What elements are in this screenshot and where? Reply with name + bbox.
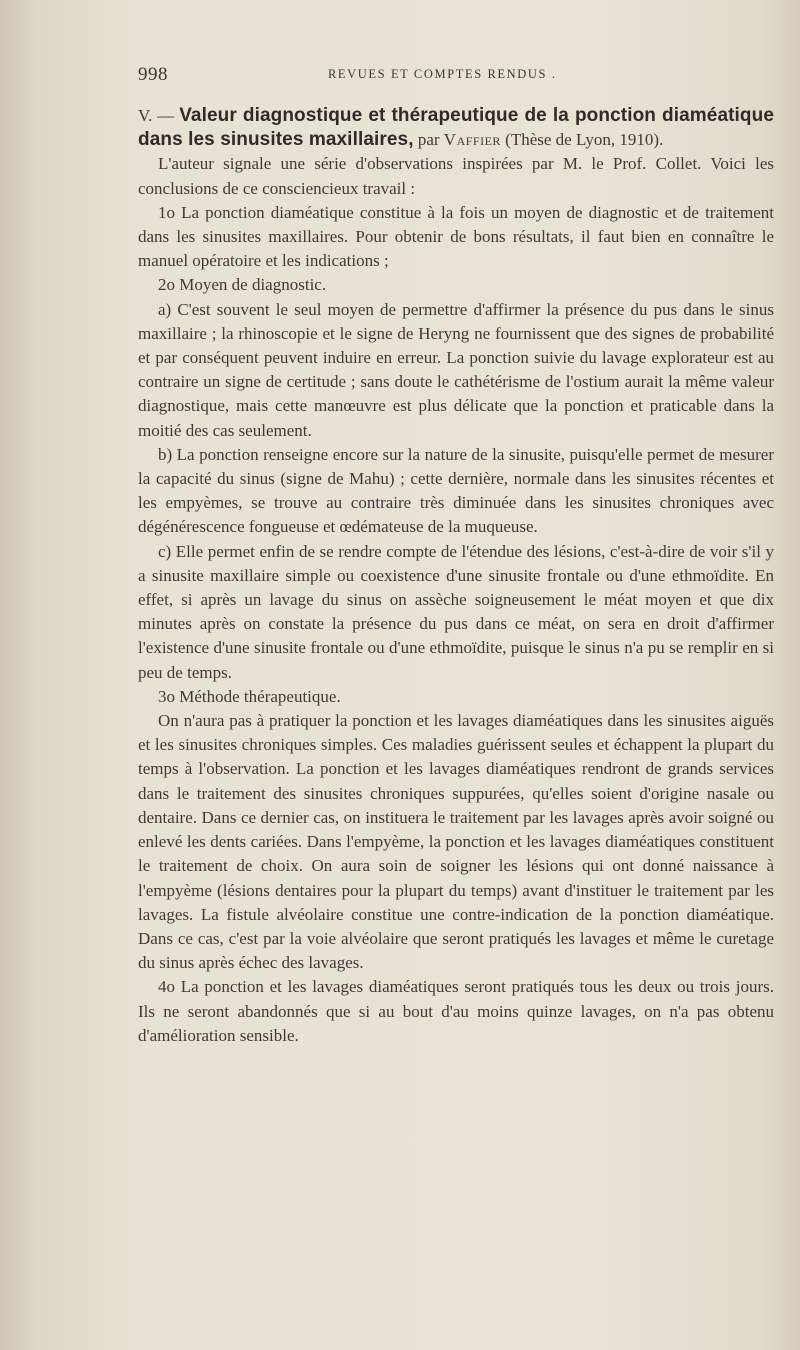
article-heading (138, 104, 774, 152)
paragraph: 2o Moyen de diagnostic. (158, 275, 327, 295)
article-body (138, 104, 774, 1048)
paragraph: b) La ponction renseigne encore sur la nature de la sinusite, puisqu'elle permet de mesurer la capacité du sinus (signe de Mahu) ; cette dernière, normale dans les sinusites récentes et les empyèmes, se trouve au contraire très diminuée dans les sinusites chroniques avec dégénérescence fongueuse et œdémateuse de la muqueuse. (138, 444, 774, 537)
source-reference: (Thèse de Lyon, 1910). (505, 130, 664, 150)
page-header (138, 64, 774, 84)
running-head: REVUES ET COMPTES RENDUS . (328, 67, 557, 81)
section-number: V. — (138, 106, 175, 125)
paragraph: a) C'est souvent le seul moyen de permettre d'affirmer la présence du pus dans le sinus maxillaire ; la rhinoscopie et le signe de Heryng ne fournissent que des signes de probabilité et par conséquent peuvent induire en erreur. La ponction suivie du lavage explorateur est au contraire un signe de certitude ; sans doute le cathétérisme de l'ostium aurait la même valeur diagnostique, mais cette manœuvre est plus délicate que la ponction et praticable dans la moitié des cas seulement. (138, 299, 774, 440)
paragraph: 4o La ponction et les lavages diaméatiques seront pratiqués tous les deux ou trois jours. Ils ne seront abandonnés que si au bout d'au moins quinze lavages, on n'a pas obtenu d'amélioration sensible. (138, 977, 774, 1045)
byline-par: par (417, 130, 440, 150)
author-name: Vaffier (443, 130, 501, 150)
article-title: Valeur diagnostique et thérapeutique de la ponction diaméatique dans les sinusites maxillaires, (138, 105, 774, 151)
paragraph: L'auteur signale une série d'observations inspirées par M. le Prof. Collet. Voici les conclusions de ce consciencieux travail : (138, 154, 774, 198)
paragraph: On n'aura pas à pratiquer la ponction et les lavages diaméatiques dans les sinusites aiguës et les sinusites chroniques simples. Ces maladies guérissent seules et échappent la plupart du temps à l'observation. La ponction et les lavages diaméatiques rendront de grands services dans le traitement des sinusites chroniques suppurées, qu'elles soient d'origine nasale ou dentaire. Dans ce dernier cas, on instituera le traitement par les lavages après avoir soigné ou enlevé les dents cariées. Dans l'empyème, la ponction et les lavages diaméatiques constituent le traitement de choix. On aura soin de soigner les lésions qui ont donné naissance à l'empyème (lésions dentaires pour la plupart du temps) avant d'instituer le traitement par les lavages. La fistule alvéolaire constitue une contre-indication de la ponction diaméatique. Dans ce cas, c'est par la voie alvéolaire que seront pratiqués les lavages et même le curetage du sinus après échec des lavages. (138, 711, 774, 973)
paragraph: c) Elle permet enfin de se rendre compte de l'étendue des lésions, c'est-à-dire de voir s'il y a sinusite maxillaire simple ou coexistence d'une sinusite frontale ou d'une ethmoïdite. En effet, si après un lavage du sinus on assèche soigneusement le méat moyen et que dix minutes après on constate la présence du pus dans ce méat, on sera en droit d'affirmer l'existence d'une sinusite frontale ou d'une ethmoïdite, puisque le sinus n'a pu se remplir en si peu de temps. (138, 541, 774, 682)
page-number: 998 (138, 64, 168, 85)
paragraph: 3o Méthode thérapeutique. (158, 686, 341, 706)
paragraph: 1o La ponction diaméatique constitue à la fois un moyen de diagnostic et de traitement dans les sinusites maxillaires. Pour obtenir de bons résultats, il faut bien en connaître le manuel opératoire et les indications ; (138, 202, 774, 271)
